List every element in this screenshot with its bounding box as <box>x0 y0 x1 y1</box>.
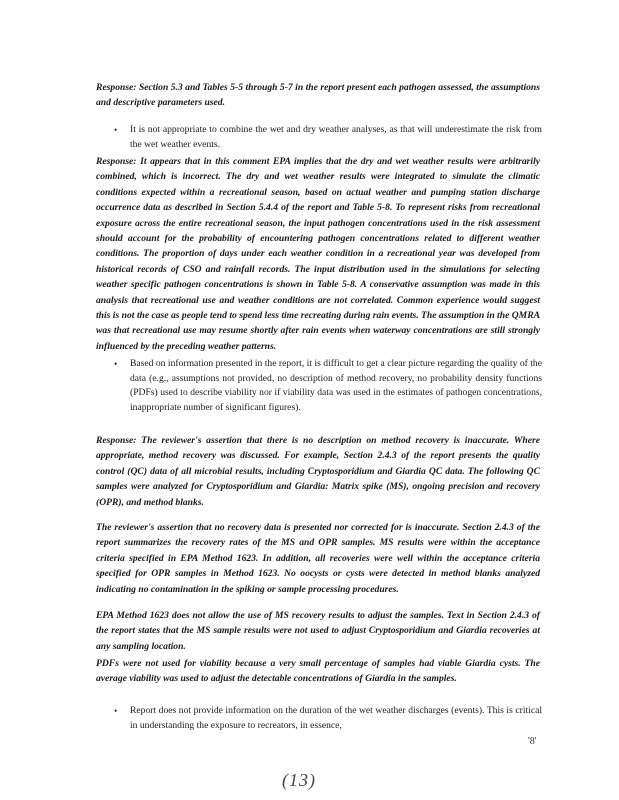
bullet-item-2 <box>114 357 542 415</box>
bullet-text-3: Report does not provide information on the duration of the wet weather discharges (events). This is critical in understanding the exposure to recreators, in essence, <box>130 705 542 731</box>
bullet-marker: • <box>114 359 118 369</box>
response-paragraph-3: Response: The reviewer's assertion that there is no description on method recovery is inaccurate. Where appropriate, method recovery was discussed. For example, Section 2.4.3 of the report presents the quality control (QC) data of all microbial results, including Cryptosporidium and Giardia QC data. The following QC samples were analyzed for Cryptosporidium and Giardia: Matrix spike (MS), ongoing precision and recovery (OPR), and method blanks. <box>96 435 540 508</box>
page-number: (13) <box>282 770 316 790</box>
response-paragraph-4: The reviewer's assertion that no recovery data is presented nor corrected for is inaccurate. Section 2.4.3 of the report summarizes the recovery rates of the MS and OPR samples. MS results were within the acceptance criteria specified in EPA Method 1623. In addition, all recoveries were well within the acceptance criteria specified for OPR samples in Method 1623. No oocysts or cysts were detected in method blanks analyzed indicating no contamination in the spiking or sample processing procedures. <box>96 522 540 595</box>
bullet-marker: • <box>114 706 118 716</box>
bullet-text-1: It is not appropriate to combine the wet and dry weather analyses, as that will underestimate the risk from the wet weather events. <box>130 124 542 150</box>
bullet-item-3 <box>114 704 542 733</box>
bullet-marker: • <box>114 125 118 135</box>
response-paragraph-6: PDFs were not used for viability because a very small percentage of samples had viable Giardia cysts. The average viability was used to adjust the detectable concentrations of Giardia in the samples. <box>96 658 540 685</box>
handwritten-mark: '8' <box>528 736 537 747</box>
bullet-item-1 <box>114 123 542 152</box>
response-paragraph-5: EPA Method 1623 does not allow the use of MS recovery results to adjust the samples. Text in Section 2.4.3 of the report states that the MS sample results were not used to adjust Cryptosporidium and Giardia recoveries at any sampling location. <box>96 610 540 652</box>
bullet-text-2: Based on information presented in the report, it is difficult to get a clear picture regarding the quality of the data (e.g., assumptions not provided, no description of method recovery, no probability density functions (PDFs) used to describe viability nor if viability data was used in the estimates of pathogen concentrations, inappropriate number of significant figures). <box>130 358 542 413</box>
response-paragraph-2: Response: It appears that in this comment EPA implies that the dry and wet weather results were arbitrarily combined, which is incorrect. The dry and wet weather results were integrated to simulate the climatic conditions expected within a recreational season, based on actual weather and pumping station discharge occurrence data as described in Section 5.4.4 of the report and Table 5-8. To represent risks from recreational exposure across the entire recreational season, the input pathogen concentrations used in the risk assessment should account for the probability of encountering pathogen concentrations related to different weather conditions. The proportion of days under each weather condition in a recreational year was developed from historical records of CSO and rainfall records. The input distribution used in the simulations for selecting weather specific pathogen concentrations is shown in Table 5-8. A conservative assumption was made in this analysis that recreational use and weather conditions are not correlated. Common experience would suggest this is not the case as people tend to spend less time recreating during rain events. The assumption in the QMRA was that recreational use may resume shortly after rain events when waterway concentrations are still strongly influenced by the preceding weather patterns. <box>96 156 540 352</box>
response-paragraph-1: Response: Section 5.3 and Tables 5-5 through 5-7 in the report present each pathogen assessed, the assumptions and descriptive parameters used. <box>96 82 540 109</box>
